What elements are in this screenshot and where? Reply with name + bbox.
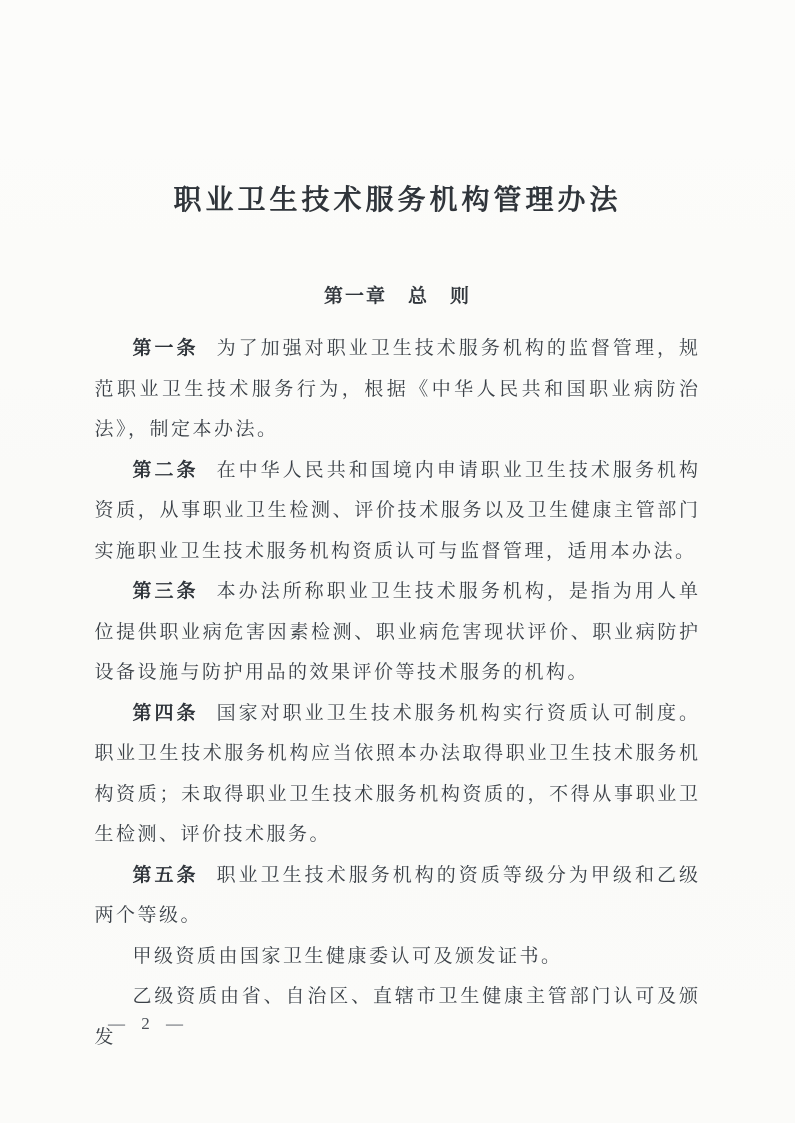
document-title: 职业卫生技术服务机构管理办法	[173, 184, 622, 215]
paragraph-text: 为了加强对职业卫生技术服务机构的监督管理，规范职业卫生技术服务行为，根据《中华人民共和国职业病防治法》，制定本办法。	[94, 338, 701, 440]
paragraph-text: 乙级资质由省、自治区、直辖市卫生健康主管部门认可及颁发	[94, 986, 701, 1048]
paragraph-text: 本办法所称职业卫生技术服务机构，是指为用人单位提供职业病危害因素检测、职业病危害现状评价、职业病防护设备设施与防护用品的效果评价等技术服务的机构。	[94, 581, 701, 683]
paragraph-text: 甲级资质由国家卫生健康委认可及颁发证书。	[132, 945, 563, 967]
document-body	[95, 329, 701, 1058]
chapter-heading: 第一章 总 则	[323, 286, 471, 307]
paragraph	[95, 856, 701, 937]
paragraph	[95, 572, 701, 694]
article-lead: 第四条	[132, 702, 199, 724]
paragraph-text: 职业卫生技术服务机构的资质等级分为甲级和乙级两个等级。	[94, 864, 701, 926]
paragraph	[95, 694, 701, 856]
article-lead: 第一条	[132, 338, 199, 359]
article-lead: 第二条	[132, 459, 199, 481]
article-lead: 第三条	[132, 581, 199, 602]
paragraph	[95, 937, 701, 978]
paragraph	[95, 329, 701, 451]
page-number: — 2 —	[108, 1014, 189, 1033]
paragraph-text: 在中华人民共和国境内申请职业卫生技术服务机构资质，从事职业卫生检测、评价技术服务以及卫生健康主管部门实施职业卫生技术服务机构资质认可与监督管理，适用本办法。	[94, 459, 701, 562]
paragraph	[95, 451, 701, 573]
paragraph-text: 国家对职业卫生技术服务机构实行资质认可制度。职业卫生技术服务机构应当依照本办法取得职业卫生技术服务机构资质；未取得职业卫生技术服务机构资质的，不得从事职业卫生检测、评价技术服务。	[94, 702, 701, 845]
article-lead: 第五条	[132, 864, 199, 886]
